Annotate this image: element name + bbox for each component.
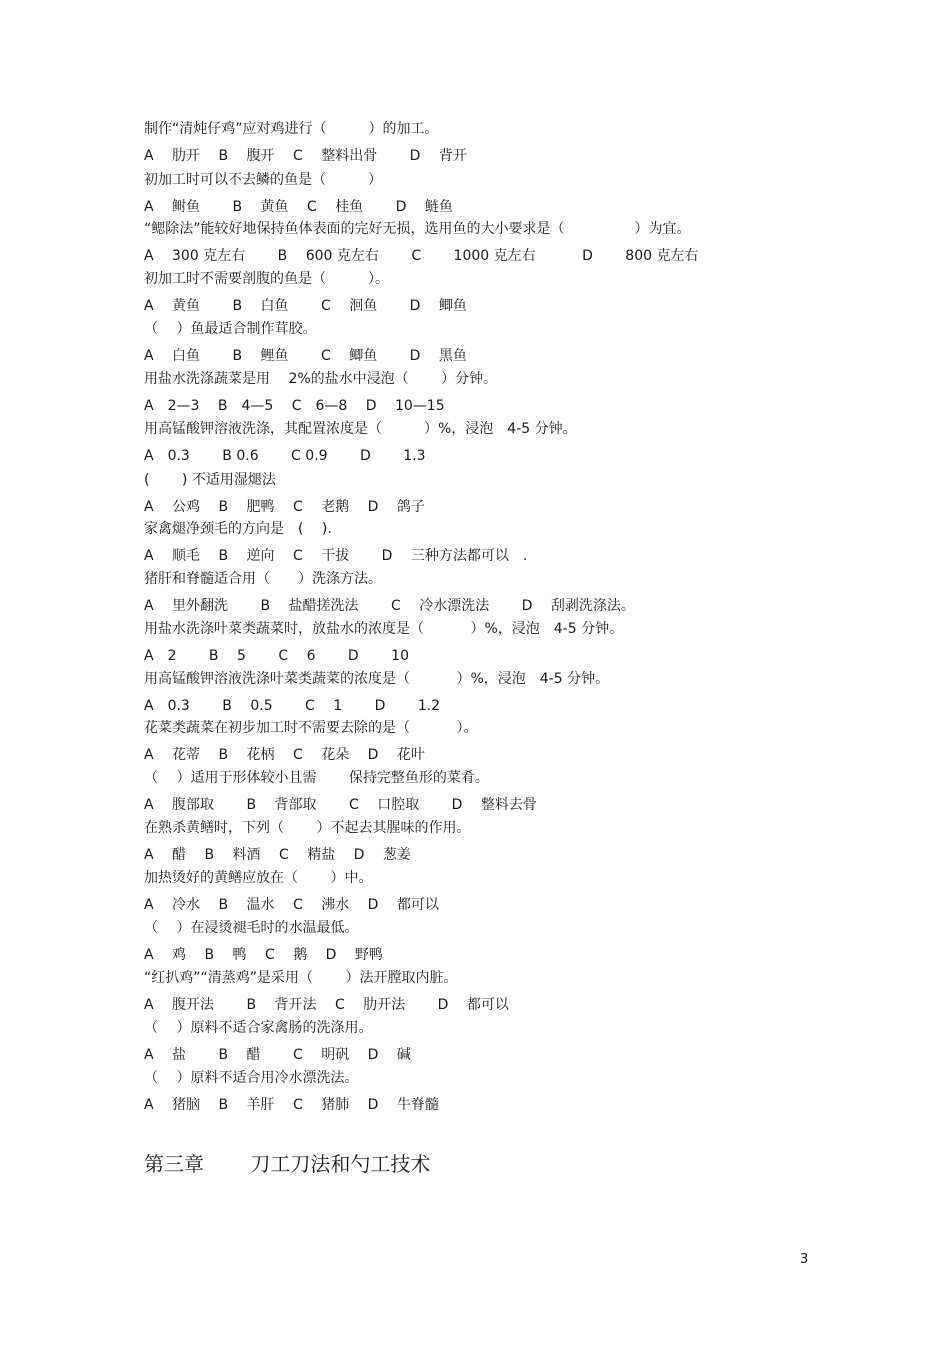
question-text: 制作“清炖仔鸡”应对鸡进行（ ）的加工。: [144, 121, 439, 137]
question-text: （ ）在浸烫褪毛时的水温最低。: [144, 920, 359, 936]
answer-options: A 鸡 B 鸭 C 鹅 D 野鸭: [144, 947, 383, 963]
answer-options: A 鲥鱼 B 黄鱼 C 桂鱼 D 鲢鱼: [144, 199, 453, 215]
page-number: 3: [800, 1252, 809, 1267]
question-text: （ ）原料不适合家禽肠的洗涤用。: [144, 1020, 373, 1036]
question-text: （ ）适用于形体较小且需 保持完整鱼形的菜肴。: [144, 770, 489, 786]
question-text: 家禽煺净颈毛的方向是 ( ).: [144, 521, 332, 537]
answer-options: A 顺毛 B 逆向 C 干拔 D 三种方法都可以 .: [144, 548, 528, 564]
answer-options: A 冷水 B 温水 C 沸水 D 都可以: [144, 897, 439, 913]
question-text: 初加工时可以不去鳞的鱼是（ ）: [144, 172, 382, 188]
answer-options: A 2 B 5 C 6 D 10: [144, 648, 409, 664]
question-text: 在熟杀黄鳝时，下列（ ）不起去其腥味的作用。: [144, 820, 471, 836]
answer-options: A 花蒂 B 花柄 C 花朵 D 花叶: [144, 747, 425, 763]
answer-options: A 2—3 B 4—5 C 6—8 D 10—15: [144, 398, 445, 414]
answer-options: A 盐 B 醋 C 明矾 D 碱: [144, 1047, 411, 1063]
answer-options: A 醋 B 料酒 C 精盐 D 葱姜: [144, 847, 411, 863]
answer-options: A 肋开 B 腹开 C 整料出骨 D 背开: [144, 148, 467, 164]
question-text: 用盐水洗涤叶菜类蔬菜时，放盐水的浓度是（ ）%，浸泡 4-5 分钟。: [144, 621, 624, 637]
question-text: “红扒鸡”“清蒸鸡”是采用（ ）法开膛取内脏。: [144, 970, 458, 986]
question-text: 用高锰酸钾溶液洗涤，其配置浓度是（ ）%，浸泡 4-5 分钟。: [144, 421, 577, 437]
question-text: 初加工时不需要剖腹的鱼是（ ）。: [144, 271, 389, 287]
question-text: “鳃除法”能较好地保持鱼体表面的完好无损，选用鱼的大小要求是（ ）为宜。: [144, 221, 691, 237]
question-text: （ ）原料不适合用冷水漂洗法。: [144, 1070, 359, 1086]
question-text: 猪肝和脊髓适合用（ ）洗涤方法。: [144, 571, 382, 587]
answer-options: A 0.3 B 0.5 C 1 D 1.2: [144, 698, 441, 714]
question-text: ( ) 不适用湿煺法: [144, 472, 276, 488]
answer-options: A 300 克左右 B 600 克左右 C 1000 克左右 D 800 克左右: [144, 248, 699, 264]
question-text: 用高锰酸钾溶液洗涤叶菜类蔬菜的浓度是（ ）%，浸泡 4-5 分钟。: [144, 671, 610, 687]
answer-options: A 公鸡 B 肥鸭 C 老鹅 D 鸽子: [144, 499, 425, 515]
answer-options: A 黄鱼 B 白鱼 C 洄鱼 D 鲫鱼: [144, 298, 467, 314]
chapter-heading: 第三章 刀工刀法和勺工技术: [144, 1152, 431, 1176]
question-text: （ ）鱼最适合制作茸胶。: [144, 321, 317, 337]
answer-options: A 0.3 B 0.6 C 0.9 D 1.3: [144, 448, 426, 464]
question-text: 花菜类蔬菜在初步加工时不需要去除的是（ ）。: [144, 720, 478, 736]
answer-options: A 白鱼 B 鲤鱼 C 鲫鱼 D 黑鱼: [144, 348, 467, 364]
question-text: 加热烫好的黄鳝应放在（ ）中。: [144, 870, 373, 886]
answer-options: A 里外翻洗 B 盐醋搓洗法 C 冷水漂洗法 D 刮剥洗涤法。: [144, 598, 635, 614]
question-text: 用盐水洗涤蔬菜是用 2%的盐水中浸泡（ ）分钟。: [144, 371, 498, 387]
answer-options: A 腹部取 B 背部取 C 口腔取 D 整料去骨: [144, 797, 537, 813]
answer-options: A 腹开法 B 背开法 C 肋开法 D 都可以: [144, 997, 509, 1013]
answer-options: A 猪脑 B 羊肝 C 猪肺 D 牛脊髓: [144, 1097, 439, 1113]
